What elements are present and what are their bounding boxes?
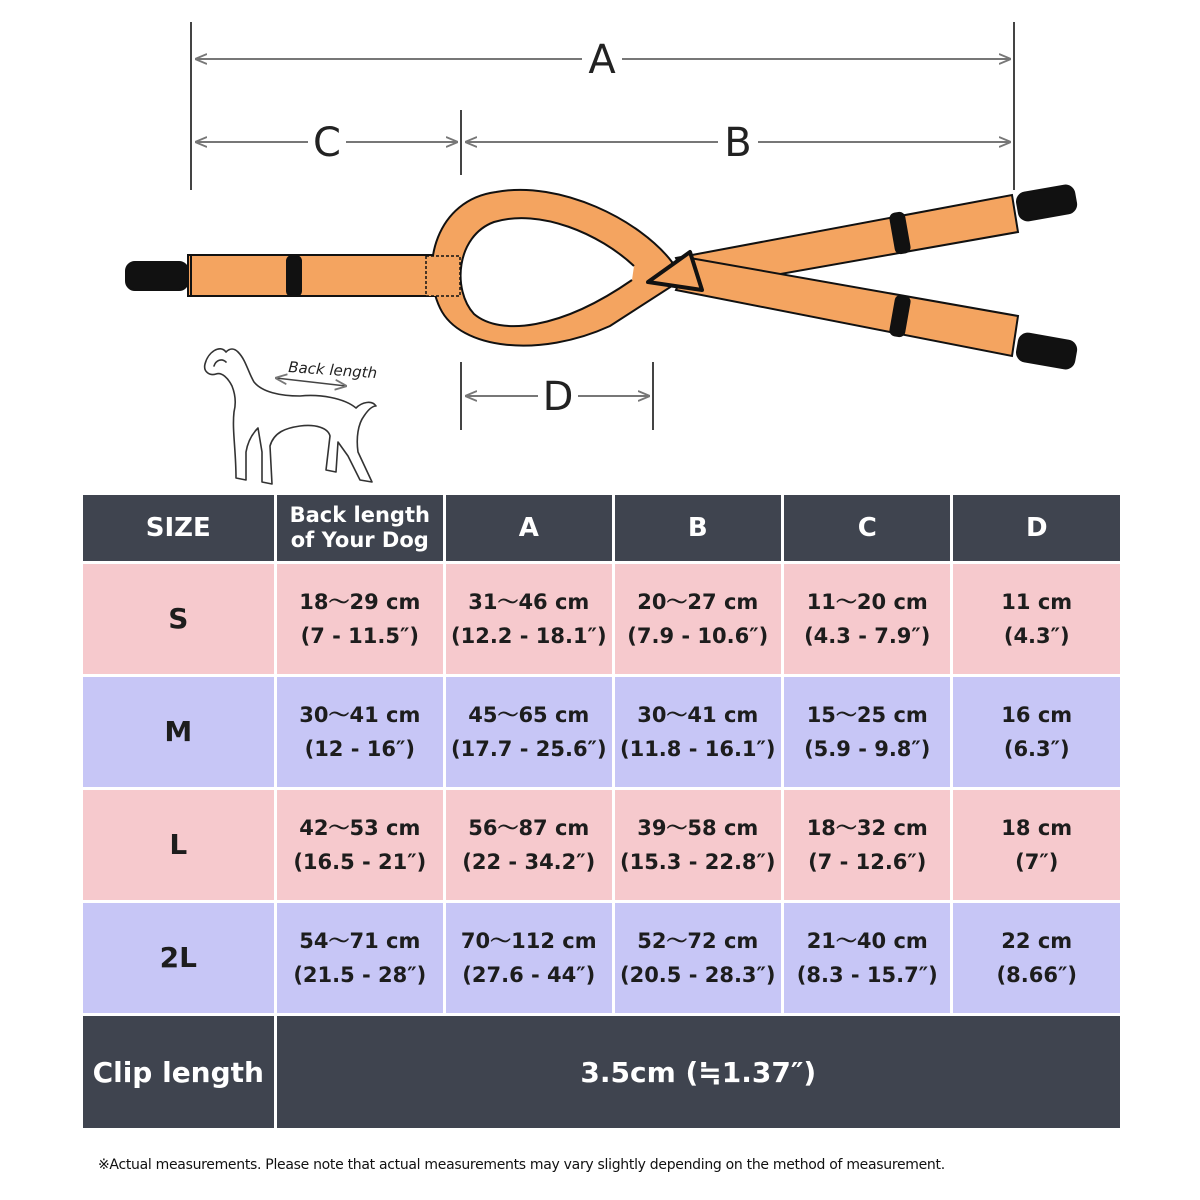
a-cell	[446, 903, 611, 1013]
dimension-d-label: D	[542, 374, 574, 420]
b-cell	[615, 790, 781, 900]
table-row	[83, 677, 1120, 787]
imperial-value: (7 - 11.5″)	[300, 624, 419, 648]
back-length-cell	[277, 903, 443, 1013]
imperial-value: (8.3 - 15.7″)	[796, 963, 938, 987]
imperial-value: (8.66″)	[996, 963, 1077, 987]
metric-value: 15～25 cm	[806, 703, 928, 727]
imperial-value: (22 - 34.2″)	[462, 850, 596, 874]
header-back-length-line1: Back length	[289, 503, 430, 527]
right-clip-lower	[1016, 332, 1078, 370]
left-strap	[188, 255, 460, 296]
b-cell	[615, 903, 781, 1013]
a-cell	[446, 677, 611, 787]
d-cell	[953, 790, 1120, 900]
c-cell	[784, 677, 950, 787]
b-cell	[615, 564, 781, 674]
metric-value: 21～40 cm	[806, 929, 928, 953]
header-size: SIZE	[83, 495, 274, 561]
footnote: ※Actual measurements. Please note that actual measurements may vary slightly depending on the method of measurement.	[98, 1157, 945, 1173]
size-table	[80, 492, 1123, 1131]
table-row	[83, 790, 1120, 900]
left-clip	[126, 262, 188, 290]
header-d: D	[953, 495, 1120, 561]
clip-length-label: Clip length	[83, 1016, 274, 1128]
dimension-a-label: A	[588, 37, 616, 83]
imperial-value: (6.3″)	[1003, 737, 1070, 761]
b-cell	[615, 677, 781, 787]
clip-length-value: 3.5cm (≒1.37″)	[277, 1016, 1120, 1128]
header-b: B	[615, 495, 781, 561]
d-cell	[953, 903, 1120, 1013]
left-strap-buckle	[287, 256, 301, 296]
d-cell	[953, 677, 1120, 787]
c-cell	[784, 564, 950, 674]
size-cell: L	[83, 790, 274, 900]
metric-value: 30～41 cm	[299, 703, 421, 727]
metric-value: 18～29 cm	[299, 590, 421, 614]
imperial-value: (20.5 - 28.3″)	[619, 963, 776, 987]
back-length-cell	[277, 790, 443, 900]
metric-value: 52～72 cm	[637, 929, 759, 953]
imperial-value: (27.6 - 44″)	[462, 963, 596, 987]
imperial-value: (4.3″)	[1003, 624, 1070, 648]
dimension-c-label: C	[313, 120, 341, 166]
back-length-label: Back length	[287, 358, 378, 383]
metric-value: 56～87 cm	[468, 816, 590, 840]
metric-value: 45～65 cm	[468, 703, 590, 727]
metric-value: 54～71 cm	[299, 929, 421, 953]
imperial-value: (21.5 - 28″)	[293, 963, 427, 987]
d-cell	[953, 564, 1120, 674]
imperial-value: (7″)	[1015, 850, 1059, 874]
header-a: A	[446, 495, 611, 561]
a-cell	[446, 564, 611, 674]
size-cell: S	[83, 564, 274, 674]
size-cell: M	[83, 677, 274, 787]
metric-value: 30～41 cm	[637, 703, 759, 727]
imperial-value: (11.8 - 16.1″)	[619, 737, 776, 761]
imperial-value: (4.3 - 7.9″)	[804, 624, 931, 648]
imperial-value: (16.5 - 21″)	[293, 850, 427, 874]
imperial-value: (12 - 16″)	[304, 737, 415, 761]
table-header-row	[83, 495, 1120, 561]
table-row	[83, 564, 1120, 674]
a-cell	[446, 790, 611, 900]
imperial-value: (5.9 - 9.8″)	[804, 737, 931, 761]
metric-value: 11～20 cm	[806, 590, 928, 614]
imperial-value: (7 - 12.6″)	[808, 850, 927, 874]
clip-length-row	[83, 1016, 1120, 1128]
back-length-cell	[277, 564, 443, 674]
metric-value: 18～32 cm	[806, 816, 928, 840]
metric-value: 70～112 cm	[460, 929, 597, 953]
metric-value: 39～58 cm	[637, 816, 759, 840]
metric-value: 22 cm	[1001, 929, 1073, 953]
c-cell	[784, 790, 950, 900]
header-back-length-line2: of Your Dog	[290, 528, 429, 552]
table-row	[83, 903, 1120, 1013]
imperial-value: (12.2 - 18.1″)	[451, 624, 607, 648]
right-clip-upper	[1016, 184, 1078, 222]
header-c: C	[784, 495, 950, 561]
imperial-value: (17.7 - 25.6″)	[451, 737, 607, 761]
metric-value: 20～27 cm	[637, 590, 759, 614]
harness-icon	[126, 184, 1078, 370]
metric-value: 42～53 cm	[299, 816, 421, 840]
metric-value: 16 cm	[1001, 703, 1073, 727]
right-strap-lower	[676, 258, 1018, 356]
imperial-value: (15.3 - 22.8″)	[619, 850, 776, 874]
metric-value: 31～46 cm	[468, 590, 590, 614]
dimension-b-label: B	[724, 120, 752, 166]
back-length-cell	[277, 677, 443, 787]
size-cell: 2L	[83, 903, 274, 1013]
harness-diagram	[0, 0, 1200, 492]
imperial-value: (7.9 - 10.6″)	[627, 624, 769, 648]
metric-value: 11 cm	[1001, 590, 1073, 614]
header-back-length	[277, 495, 443, 561]
c-cell	[784, 903, 950, 1013]
metric-value: 18 cm	[1001, 816, 1073, 840]
